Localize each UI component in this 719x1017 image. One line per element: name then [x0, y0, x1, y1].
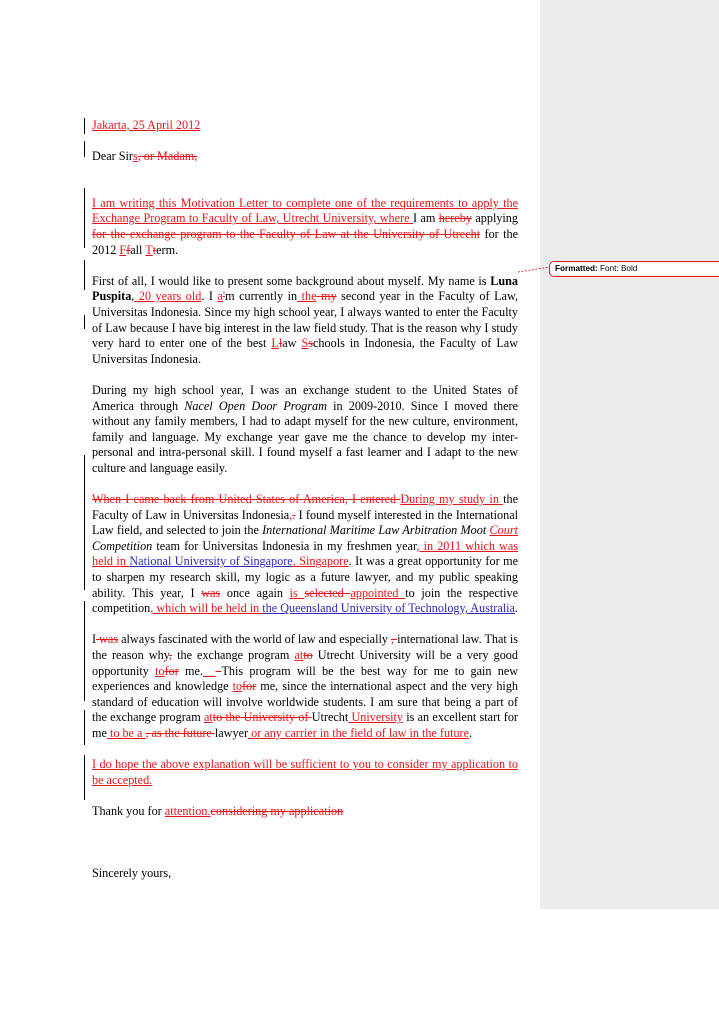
- paragraph-intro: I am writing this Motivation Letter to complete one of the requirements to apply the Exchange Program to Faculty of Law, Utrecht University, where I am hereby applying for the exchange program to the Faculty of Law at the University of Utrecht for the 2012 Ffall Tterm.: [92, 195, 518, 257]
- format-comment-balloon[interactable]: Formatted: Font: Bold: [549, 261, 719, 277]
- change-bar: [84, 260, 85, 290]
- change-bar: [84, 141, 85, 157]
- change-bar: [84, 188, 85, 248]
- change-bar: [84, 455, 85, 590]
- change-bar: [84, 315, 85, 329]
- paragraph-background: First of all, I would like to present some background about myself. My name is Luna Puspita, 20 years old. I a'm currently in the my second year in the Faculty of Law, Universitas Indonesia. Since my high school year, I always wanted to enter the Faculty of Law because I have big interest in the law field study. That is the reason why I study very hard to enter one of the best Llaw Sschools in Indonesia, the Faculty of Law Universitas Indonesia.: [92, 273, 519, 366]
- salutation: Dear Sirs, or Madam,: [92, 149, 198, 164]
- change-bar: [84, 710, 85, 745]
- paragraph-motivation: I was always fascinated with the world of law and especially , international law. That is the reason why, the exchange program atto Utrecht University will be a very good opportunity tofor me. This program will be the best way for me to gain new experiences and knowledge tofor me, since the international aspect and the very high standard of education will involve worldwide students. I am sure that being a part of the exchange program atto the University of Utrecht University is an excellent start for me to be a , as the future lawyer or any carrier in the field of law in the future.: [92, 632, 519, 740]
- change-bar: [84, 601, 85, 701]
- paragraph-hope: I do hope the above explanation will be sufficient to you to consider my application to be accepted.: [92, 757, 518, 787]
- change-bar: [84, 755, 85, 800]
- letter-date: Jakarta, 25 April 2012: [92, 118, 201, 132]
- paragraph-thanks: Thank you for attention.considering my application: [92, 803, 344, 818]
- letter-body: [92, 118, 518, 882]
- markup-margin: [540, 0, 719, 909]
- paragraph-exchange: During my high school year, I was an exchange student to the United States of America through Nacel Open Door Program in 2009-2010. Since I moved there without any family members, I had to adapt myself for the new culture, environment, family and language. My exchange year gave me the chance to develop my inter-personal and intra-personal skill. I found myself a fast learner and I adapt to the new culture and language easily.: [92, 382, 518, 475]
- change-bar: [84, 118, 85, 134]
- paragraph-moot-court: When I came back from United States of America, I entered During my study in the Faculty of Law in Universitas Indonesia,. I found myself interested in the International Law field, and selected to join the International Maritime Law Arbitration Moot Court Competition team for Universitas Indonesia in my freshmen year, in 2011 which was held in National University of Singapore, Singapore. It was a great opportunity for me to sharpen my research skill, my logic as a future lawyer, and my public speaking ability. This year, I was once again is selected appointed to join the respective competition, which will be held in the Queensland University of Technology, Australia.: [92, 492, 519, 616]
- balloon-leader-line: [518, 264, 550, 276]
- closing: Sincerely yours,: [92, 866, 172, 881]
